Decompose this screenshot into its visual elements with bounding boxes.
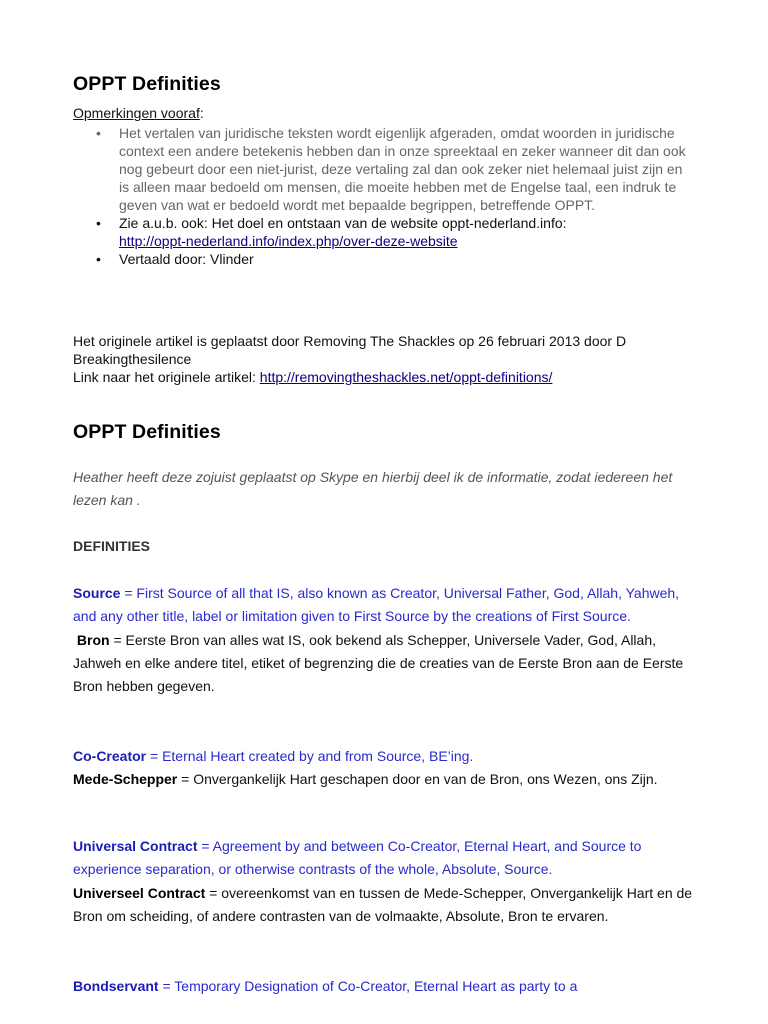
bullet-icon: • — [96, 215, 101, 231]
definition-text: = Temporary Designation of Co-Creator, Eternal Heart as party to a — [158, 978, 578, 994]
intro-paragraph: Heather heeft deze zojuist geplaatst op Skype en hierbij deel ik de informatie, zodat iedereen het lezen kan . — [73, 469, 673, 508]
notes-list — [73, 124, 693, 268]
list-item — [73, 250, 693, 268]
definition-dutch — [73, 629, 698, 699]
original-link-label: Link naar het originele artikel: — [73, 369, 260, 385]
definition-dutch — [73, 882, 698, 929]
definition-term: Universal Contract — [73, 838, 198, 854]
definition-dutch — [73, 768, 698, 791]
website-link[interactable]: http://oppt-nederland.info/index.php/over-deze-website — [119, 233, 458, 249]
definition-english — [73, 835, 698, 882]
definition-text: = Eerste Bron van alles wat IS, ook bekend als Schepper, Universele Vader, God, Allah, Jahweh en elke andere titel, etiket of begrenzing die de creaties van de Eerste Bron aan de Eerste Bron hebben gegeven. — [73, 631, 684, 695]
note-text: Zie a.u.b. ook: Het doel en ontstaan van de website oppt-nederland.info: — [119, 215, 567, 231]
list-item — [73, 214, 693, 250]
definition-term: Bondservant — [73, 978, 159, 994]
definitions-heading: DEFINITIES — [73, 538, 151, 554]
definition-text: = Onvergankelijk Hart geschapen door en van de Bron, ons Wezen, ons Zijn. — [177, 771, 658, 788]
intro-label-text: Opmerkingen vooraf — [73, 105, 200, 121]
definition-text: = Eternal Heart created by and from Source, BE’ing. — [146, 748, 474, 764]
note-text: Vertaald door: Vlinder — [119, 251, 254, 267]
definition-term: Bron — [76, 631, 110, 648]
definition-term: Source — [73, 585, 121, 601]
bullet-icon: • — [96, 251, 101, 267]
original-link-line — [73, 368, 713, 386]
section-title: OPPT Definities — [73, 421, 221, 443]
definition-english — [73, 745, 698, 768]
intro-label — [73, 104, 204, 122]
definition-term: Co-Creator — [73, 748, 147, 764]
definition-text: = Agreement by and between Co-Creator, Eternal Heart, and Source to experience separation, or otherwise contrasts of the whole, Absolute, Source. — [73, 838, 642, 878]
list-item — [73, 124, 693, 214]
definition-term: Universeel Contract — [73, 884, 206, 901]
definition-bondservant — [73, 975, 698, 998]
definition-term: Mede-Schepper — [73, 771, 178, 788]
definition-english — [73, 975, 698, 998]
definition-english — [73, 582, 698, 629]
definition-text: = First Source of all that IS, also known as Creator, Universal Father, God, Allah, Yahweh, and any other title, label or limitation given to First Source by the creations of First Source. — [73, 585, 680, 625]
original-article-link[interactable]: http://removingtheshackles.net/oppt-definitions/ — [259, 369, 553, 385]
definition-text: = overeenkomst van en tussen de Mede-Schepper, Onvergankelijk Hart en de Bron om scheiding, of andere contrasten van de volmaakte, Absolute, Bron te ervaren. — [73, 884, 693, 924]
bullet-icon: • — [96, 125, 101, 141]
original-article-text: Het originele artikel is geplaatst door Removing The Shackles op 26 februari 2013 door D Breakingthesilence — [73, 333, 627, 367]
intro-label-colon: : — [199, 105, 204, 121]
original-article-info — [73, 332, 713, 386]
definition-universal-contract — [73, 835, 698, 928]
definition-source — [73, 582, 698, 698]
note-text: Het vertalen van juridische teksten wordt eigenlijk afgeraden, omdat woorden in juridische context een andere betekenis hebben dan in onze spreektaal en zeker wanneer dit dan ook nog gebeurt door een niet-jurist, deze vertaling zal dan ook zeker niet helemaal juist zijn en is alleen maar bedoeld om mensen, die moeite hebben met de Engelse taal, een indruk te geven van wat er bedoeld wordt met bepaalde begrippen, betreffende OPPT. — [119, 125, 686, 213]
definition-co-creator — [73, 745, 698, 792]
page-title: OPPT Definities — [73, 73, 221, 95]
